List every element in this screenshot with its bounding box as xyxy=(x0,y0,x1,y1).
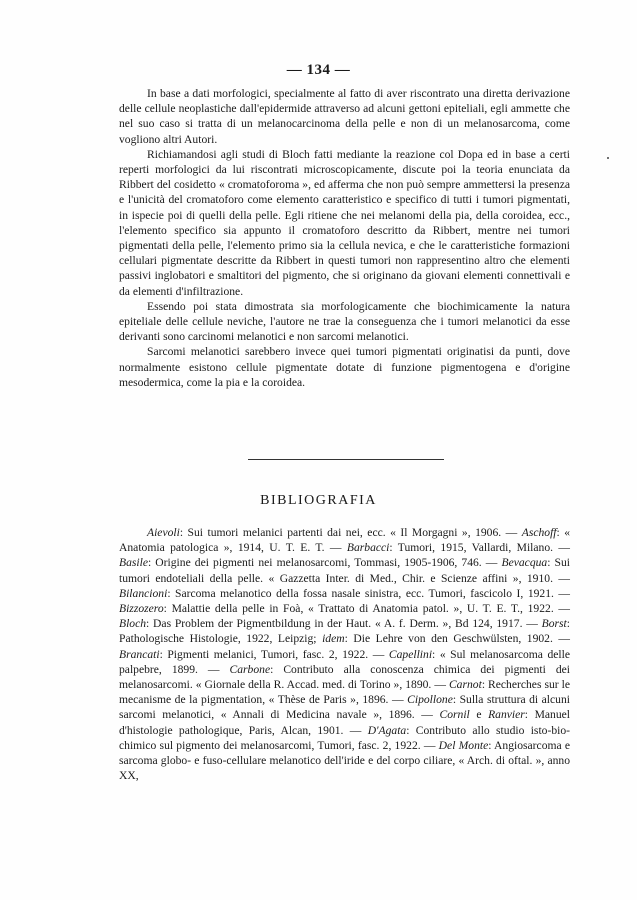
bib-author: Capellini xyxy=(388,647,433,661)
bib-text: : Origine dei pigmenti nei melanosarcomi, Tommasi, 1905-1906, 746. — xyxy=(147,556,498,570)
bib-text: : Contributo allo studio isto-bio-chimico sul pigmento dei melanosarcomi, Tumori, fasc. 2, 1922. — xyxy=(119,723,570,752)
bib-author: Aievoli xyxy=(147,526,180,539)
bib-entry xyxy=(147,526,517,539)
bib-entry xyxy=(322,632,570,645)
bib-entry xyxy=(119,648,384,661)
page-number: — 134 — xyxy=(286,62,351,78)
ink-speck xyxy=(607,157,609,159)
bib-text: : Tumori, 1915, Vallardi, Milano. — xyxy=(389,541,571,555)
bib-text: : Sui tumori melanici partenti dai nei, ecc. « Il Morgagni », 1906. — xyxy=(179,526,518,539)
bib-text: : Pigmenti melanici, Tumori, fasc. 2, 1922. — xyxy=(159,647,385,661)
bib-author: Aschoff xyxy=(521,526,557,539)
bib-author: Barbacci xyxy=(346,541,390,555)
paragraph: Essendo poi stata dimostrata sia morfologicamente che biochimicamente la natura epiteliale delle cellule neviche, l'autore ne trae la conseguenza che i tumori melanotici da esse derivanti sono carcinomi melanotici e non sarcomi melanotici. xyxy=(119,299,570,344)
bib-author: Carbone xyxy=(229,662,271,676)
bib-text: : Das Problem der Pigmentbildung in der Haut. « A. f. Derm. », Bd 124, 1917. — xyxy=(146,617,538,631)
bib-entry xyxy=(119,617,538,630)
bib-author: Bilancioni xyxy=(119,586,168,600)
bib-text: e xyxy=(469,708,482,722)
bib-text: : Recherches sur le mecanisme de la pigmentation, « Thèse de Paris », 1896. — xyxy=(119,678,571,707)
bibliography-heading: BIBLIOGRAFIA xyxy=(260,493,377,508)
bib-author: Ranvier xyxy=(488,708,525,722)
bib-author: Cornil xyxy=(439,708,470,722)
body-text xyxy=(119,86,570,390)
section-divider xyxy=(248,459,444,460)
bib-text: : Contributo alla conoscenza chimica dei pigmenti dei melanosarcomi. « Giornale della R. Accad. med. di Torino », 1890. — xyxy=(119,662,570,692)
bib-entry xyxy=(347,541,570,554)
bib-author: Borst xyxy=(541,617,567,631)
bib-author: Bevacqua xyxy=(501,556,548,570)
bib-text: : « Anatomia patologica », 1914, U. T. E. T. — xyxy=(119,526,571,555)
bib-text: : Sui tumori endoteliali della pelle. « Gazzetta Inter. di Med., Chir. e Scienze affini », 1910. — xyxy=(119,556,570,585)
paragraph: Sarcomi melanotici sarebbero invece quei tumori pigmentati originatisi da punti, dove normalmente esistono cellule pigmentate dotate di funzione pigmentogena e d'origine mesodermica, come la pia e la coroidea. xyxy=(119,345,570,389)
bib-entry xyxy=(439,708,481,721)
bib-text: : Manuel d'histologie pathologique, Paris, Alcan, 1901. — xyxy=(119,708,571,737)
bib-author: Bizzozero xyxy=(119,602,164,616)
bib-author: Basile xyxy=(119,556,148,570)
bib-author: Brancati xyxy=(119,647,160,661)
bib-text: : Die Lehre von den Geschwülsten, 1902. — xyxy=(344,632,570,646)
bib-text: : Sarcoma melanotico della fossa nasale sinistra, ecc. Tumori, fascicolo I, 1921. — xyxy=(167,586,570,600)
bib-entry xyxy=(119,602,570,615)
paragraph: Richiamandosi agli studi di Bloch fatti mediante la reazione col Dopa ed in base a certi reperti morfologici da lui riscontrati microscopicamente, discute poi la teoria enunciata da Ribbert del cosidetto « cromatoforoma », ed afferma che non può sempre ammettersi la presenza e l'unicità del cromatoforo come elemento caratteristico e specifico di tutti i tumori pigmentati, in ispecie poi di quelli della pelle. Egli ritiene che nei melanomi della pia, della coroidea, ecc., l'elemento specifico sia appunto il cromatoforo descritto da Ribbert, mentre nei tumori pigmentati della pelle, l'elemento primo sia la cellula nevica, e che le caratteristiche formazioni cellulari pigmentate descritte da Ribbert in questi tumori non rappresentino altro che elementi passivi inglobatori e smaltitori del pigmento, che si originano da giovani elementi connettivali e da elementi d'infiltrazione. xyxy=(119,147,570,298)
paragraph: In base a dati morfologici, specialmente al fatto di aver riscontrato una diretta derivazione delle cellule neoplastiche dall'epidermide attraverso ad alcuni gettoni epiteliali, egli ammette che nel suo caso si tratta di un melanocarcinoma della pelle e non di un melanosarcoma, come vogliono altri Autori. xyxy=(119,87,570,146)
bib-author: Cipollone xyxy=(407,693,453,707)
bibliography-list xyxy=(119,525,570,783)
bib-text: : « Sul melanosarcoma delle palpebre, 1899. — xyxy=(119,647,571,676)
bib-text: : Malattie della pelle in Foà, « Trattato di Anatomia patol. », U. T. E. T., 1922. — xyxy=(163,602,570,616)
bib-entry xyxy=(119,587,570,600)
bib-entry xyxy=(119,556,497,569)
bib-author: Carnot xyxy=(448,678,482,692)
bib-author: Del Monte xyxy=(438,738,489,752)
bib-author: idem xyxy=(322,632,345,646)
bib-text: : Sulla struttura di alcuni sarcomi melanotici, « Annali di Medicina navale », 1896. — xyxy=(119,693,570,722)
bib-author: D'Agata xyxy=(367,723,407,737)
bib-author: Bloch xyxy=(119,617,147,631)
bib-text: : Angiosarcoma e sarcoma globo- e fuso-cellulare melanotico dell'iride e del corpo ciliare, « Arch. di oftal. », anno XX, xyxy=(119,738,571,783)
bib-text: : Pathologische Histologie, 1922, Leipzig; xyxy=(119,617,570,646)
